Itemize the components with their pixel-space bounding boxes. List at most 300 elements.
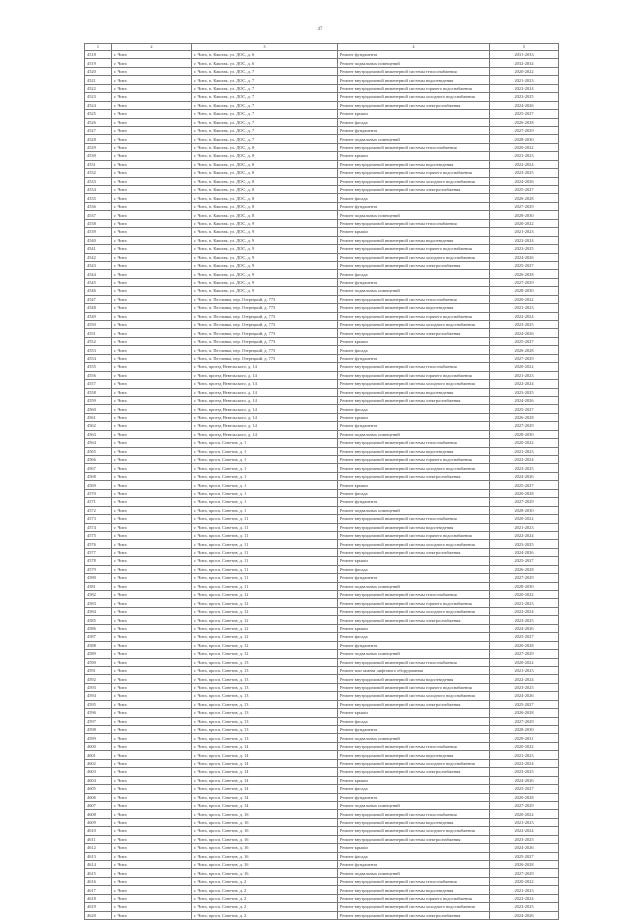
period-cell: 2024-2026 — [490, 472, 559, 480]
row-number-cell: 4607 — [85, 801, 112, 809]
row-number-cell: 4584 — [85, 607, 112, 615]
table-row — [85, 211, 559, 219]
work-type-cell: Ремонт внутридомовой инженерной системы холодного водоснабжения — [338, 692, 490, 700]
address-cell: г. Чита, просп. Советов, д. 14 — [192, 776, 338, 784]
period-cell: 2025-2027 — [490, 557, 559, 565]
row-number-cell: 4579 — [85, 565, 112, 573]
work-type-cell: Ремонт внутридомовой инженерной системы холодного водоснабжения — [338, 759, 490, 767]
row-number-cell: 4542 — [85, 253, 112, 261]
work-type-cell: Ремонт крыши — [338, 337, 490, 345]
municipality-cell: г. Чита — [112, 346, 192, 354]
municipality-cell: г. Чита — [112, 768, 192, 776]
row-number-cell: 4560 — [85, 405, 112, 413]
address-cell: г. Чита, просп. Советов, д. 11 — [192, 574, 338, 582]
row-number-cell: 4618 — [85, 894, 112, 902]
period-cell: 2022-2024 — [490, 160, 559, 168]
period-cell: 2023-2025 — [490, 388, 559, 396]
period-cell: 2028-2030 — [490, 726, 559, 734]
address-cell: г. Чита, просп. Советов, д. 16 — [192, 852, 338, 860]
work-type-cell: Ремонт внутридомовой инженерной системы холодного водоснабжения — [338, 177, 490, 185]
work-type-cell: Ремонт внутридомовой инженерной системы электроснабжения — [338, 911, 490, 919]
table-row — [85, 93, 559, 101]
address-cell: г. Чита, просп. Советов, д. 13 — [192, 717, 338, 725]
table-row — [85, 76, 559, 84]
municipality-cell: г. Чита — [112, 405, 192, 413]
municipality-cell: г. Чита — [112, 717, 192, 725]
row-number-cell: 4558 — [85, 388, 112, 396]
table-row — [85, 852, 559, 860]
municipality-cell: г. Чита — [112, 59, 192, 67]
address-cell: г. Чита, проезд Невельского, д. 14 — [192, 380, 338, 388]
period-cell: 2023-2025 — [490, 245, 559, 253]
work-type-cell: Ремонт внутридомовой инженерной системы горячего водоснабжения — [338, 245, 490, 253]
table-row — [85, 742, 559, 750]
row-number-cell: 4522 — [85, 84, 112, 92]
row-number-cell: 4604 — [85, 776, 112, 784]
period-cell: 2026-2028 — [490, 489, 559, 497]
period-cell: 2022-2024 — [490, 84, 559, 92]
table-row — [85, 683, 559, 691]
row-number-cell: 4608 — [85, 810, 112, 818]
address-cell: г. Чита, п. Каштак, ул. ДОС, д. 7 — [192, 135, 338, 143]
table-row — [85, 726, 559, 734]
address-cell: г. Чита, просп. Советов, д. 16 — [192, 827, 338, 835]
row-number-cell: 4594 — [85, 692, 112, 700]
address-cell: г. Чита, просп. Советов, д. 2 — [192, 886, 338, 894]
table-row — [85, 751, 559, 759]
municipality-cell: г. Чита — [112, 650, 192, 658]
row-number-cell: 4530 — [85, 152, 112, 160]
row-number-cell: 4570 — [85, 489, 112, 497]
table-row — [85, 599, 559, 607]
address-cell: г. Чита, просп. Советов, д. 1 — [192, 489, 338, 497]
municipality-cell: г. Чита — [112, 869, 192, 877]
work-type-cell: Ремонт фасада — [338, 785, 490, 793]
work-type-cell: Ремонт внутридомовой инженерной системы холодного водоснабжения — [338, 827, 490, 835]
address-cell: г. Чита, проезд Невельского, д. 14 — [192, 371, 338, 379]
work-type-cell: Ремонт фундамента — [338, 354, 490, 362]
work-type-cell: Ремонт внутридомовой инженерной системы горячего водоснабжения — [338, 169, 490, 177]
work-type-cell: Ремонт внутридомовой инженерной системы горячего водоснабжения — [338, 456, 490, 464]
period-cell: 2023-2025 — [490, 616, 559, 624]
municipality-cell: г. Чита — [112, 793, 192, 801]
row-number-cell: 4577 — [85, 548, 112, 556]
address-cell: г. Чита, п. Каштак, ул. ДОС, д. 6 — [192, 51, 338, 59]
period-cell: 2022-2024 — [490, 675, 559, 683]
period-cell: 2026-2028 — [490, 641, 559, 649]
row-number-cell: 4541 — [85, 245, 112, 253]
row-number-cell: 4525 — [85, 110, 112, 118]
period-cell: 2026-2028 — [490, 709, 559, 717]
work-type-cell: Ремонт внутридомовой инженерной системы водоотведения — [338, 388, 490, 396]
municipality-cell: г. Чита — [112, 582, 192, 590]
work-type-cell: Ремонт крыши — [338, 481, 490, 489]
municipality-cell: г. Чита — [112, 354, 192, 362]
municipality-cell: г. Чита — [112, 228, 192, 236]
address-cell: г. Чита, просп. Советов, д. 12 — [192, 616, 338, 624]
address-cell: г. Чита, просп. Советов, д. 12 — [192, 591, 338, 599]
period-cell: 2028-2030 — [490, 287, 559, 295]
row-number-cell: 4539 — [85, 228, 112, 236]
address-cell: г. Чита, п. Каштак, ул. ДОС, д. 8 — [192, 152, 338, 160]
address-cell: г. Чита, просп. Советов, д. 13 — [192, 700, 338, 708]
address-cell: г. Чита, п. Каштак, ул. ДОС, д. 9 — [192, 245, 338, 253]
municipality-cell: г. Чита — [112, 852, 192, 860]
address-cell: г. Чита, просп. Советов, д. 16 — [192, 818, 338, 826]
work-type-cell: Ремонт внутридомовой инженерной системы холодного водоснабжения — [338, 607, 490, 615]
work-type-cell: Ремонт фундамента — [338, 641, 490, 649]
address-cell: г. Чита, проезд Невельского, д. 14 — [192, 363, 338, 371]
period-cell: 2024-2026 — [490, 396, 559, 404]
municipality-cell: г. Чита — [112, 211, 192, 219]
municipality-cell: г. Чита — [112, 861, 192, 869]
municipality-cell: г. Чита — [112, 152, 192, 160]
municipality-cell: г. Чита — [112, 751, 192, 759]
address-cell: г. Чита, проезд Невельского, д. 14 — [192, 396, 338, 404]
work-type-cell: Ремонт подвальных помещений — [338, 869, 490, 877]
municipality-cell: г. Чита — [112, 67, 192, 75]
table-row — [85, 641, 559, 649]
address-cell: г. Чита, просп. Советов, д. 14 — [192, 793, 338, 801]
municipality-cell: г. Чита — [112, 245, 192, 253]
row-number-cell: 4619 — [85, 903, 112, 911]
period-cell: 2020-2022 — [490, 810, 559, 818]
address-cell: г. Чита, просп. Советов, д. 14 — [192, 785, 338, 793]
table-row — [85, 481, 559, 489]
row-number-cell: 4613 — [85, 852, 112, 860]
row-number-cell: 4559 — [85, 396, 112, 404]
row-number-cell: 4547 — [85, 295, 112, 303]
period-cell: 2025-2027 — [490, 337, 559, 345]
row-number-cell: 4602 — [85, 759, 112, 767]
table-row — [85, 110, 559, 118]
period-cell: 2021-2023 — [490, 152, 559, 160]
period-cell: 2024-2026 — [490, 776, 559, 784]
column-header-address: 3 — [192, 44, 338, 51]
municipality-cell: г. Чита — [112, 363, 192, 371]
municipality-cell: г. Чита — [112, 177, 192, 185]
address-cell: г. Чита, просп. Советов, д. 2 — [192, 894, 338, 902]
period-cell: 2021-2023 — [490, 523, 559, 531]
period-cell: 2032-2034 — [490, 59, 559, 67]
municipality-cell: г. Чита — [112, 371, 192, 379]
table-row — [85, 405, 559, 413]
period-cell: 2028-2030 — [490, 430, 559, 438]
table-row — [85, 700, 559, 708]
row-number-cell: 4566 — [85, 456, 112, 464]
work-type-cell: Ремонт внутридомовой инженерной системы холодного водоснабжения — [338, 903, 490, 911]
period-cell: 2020-2022 — [490, 143, 559, 151]
row-number-cell: 4546 — [85, 287, 112, 295]
municipality-cell: г. Чита — [112, 531, 192, 539]
table-row — [85, 422, 559, 430]
address-cell: г. Чита, п. Каштак, ул. ДОС, д. 9 — [192, 228, 338, 236]
municipality-cell: г. Чита — [112, 607, 192, 615]
table-row — [85, 464, 559, 472]
municipality-cell: г. Чита — [112, 278, 192, 286]
table-body — [85, 51, 559, 920]
period-cell: 2024-2026 — [490, 911, 559, 919]
work-type-cell: Ремонт фасада — [338, 194, 490, 202]
table-row — [85, 152, 559, 160]
address-cell: г. Чита, просп. Советов, д. 12 — [192, 650, 338, 658]
work-type-cell: Ремонт внутридомовой инженерной системы холодного водоснабжения — [338, 540, 490, 548]
period-cell: 2023-2025 — [490, 683, 559, 691]
work-type-cell: Ремонт внутридомовой инженерной системы холодного водоснабжения — [338, 321, 490, 329]
period-cell: 2022-2024 — [490, 531, 559, 539]
table-row — [85, 177, 559, 185]
row-number-cell: 4603 — [85, 768, 112, 776]
period-cell: 2020-2022 — [490, 515, 559, 523]
period-cell: 2025-2027 — [490, 405, 559, 413]
municipality-cell: г. Чита — [112, 903, 192, 911]
period-cell: 2026-2028 — [490, 118, 559, 126]
municipality-cell: г. Чита — [112, 835, 192, 843]
row-number-cell: 4548 — [85, 304, 112, 312]
municipality-cell: г. Чита — [112, 439, 192, 447]
address-cell: г. Чита, просп. Советов, д. 13 — [192, 675, 338, 683]
work-type-cell: Ремонт крыши — [338, 776, 490, 784]
address-cell: г. Чита, проезд Невельского, д. 14 — [192, 388, 338, 396]
table-row — [85, 666, 559, 674]
row-number-cell: 4524 — [85, 101, 112, 109]
municipality-cell: г. Чита — [112, 456, 192, 464]
municipality-cell: г. Чита — [112, 270, 192, 278]
address-cell: г. Чита, п. Песчанка, пер. Озерецкий, д. 773 — [192, 346, 338, 354]
address-cell: г. Чита, просп. Советов, д. 14 — [192, 742, 338, 750]
period-cell: 2026-2028 — [490, 194, 559, 202]
work-type-cell: Ремонт внутридомовой инженерной системы электроснабжения — [338, 768, 490, 776]
municipality-cell: г. Чита — [112, 498, 192, 506]
address-cell: г. Чита, п. Каштак, ул. ДОС, д. 9 — [192, 253, 338, 261]
address-cell: г. Чита, просп. Советов, д. 1 — [192, 464, 338, 472]
address-cell: г. Чита, просп. Советов, д. 14 — [192, 768, 338, 776]
table-row — [85, 574, 559, 582]
row-number-cell: 4598 — [85, 726, 112, 734]
table-row — [85, 557, 559, 565]
row-number-cell: 4591 — [85, 666, 112, 674]
row-number-cell: 4597 — [85, 717, 112, 725]
table-row — [85, 304, 559, 312]
period-cell: 2026-2028 — [490, 413, 559, 421]
table-row — [85, 776, 559, 784]
municipality-cell: г. Чита — [112, 911, 192, 919]
work-type-cell: Ремонт внутридомовой инженерной системы электроснабжения — [338, 101, 490, 109]
period-cell: 2021-2023 — [490, 447, 559, 455]
table-row — [85, 253, 559, 261]
municipality-cell: г. Чита — [112, 700, 192, 708]
table-row — [85, 126, 559, 134]
row-number-cell: 4529 — [85, 143, 112, 151]
work-type-cell: Ремонт фундамента — [338, 861, 490, 869]
address-cell: г. Чита, проезд Невельского, д. 14 — [192, 405, 338, 413]
table-row — [85, 658, 559, 666]
period-cell: 2031-2033 — [490, 51, 559, 59]
repair-schedule-table — [84, 43, 559, 920]
work-type-cell: Ремонт фундамента — [338, 498, 490, 506]
work-type-cell: Ремонт внутридомовой инженерной системы теплоснабжения — [338, 591, 490, 599]
period-cell: 2027-2029 — [490, 717, 559, 725]
work-type-cell: Ремонт внутридомовой инженерной системы горячего водоснабжения — [338, 312, 490, 320]
row-number-cell: 4572 — [85, 506, 112, 514]
row-number-cell: 4554 — [85, 354, 112, 362]
period-cell: 2021-2023 — [490, 666, 559, 674]
work-type-cell: Ремонт фундамента — [338, 726, 490, 734]
row-number-cell: 4543 — [85, 261, 112, 269]
table-row — [85, 380, 559, 388]
municipality-cell: г. Чита — [112, 548, 192, 556]
work-type-cell: Ремонт фундамента — [338, 793, 490, 801]
municipality-cell: г. Чита — [112, 759, 192, 767]
row-number-cell: 4549 — [85, 312, 112, 320]
work-type-cell: Ремонт внутридомовой инженерной системы холодного водоснабжения — [338, 93, 490, 101]
period-cell: 2020-2022 — [490, 742, 559, 750]
table-row — [85, 261, 559, 269]
municipality-cell: г. Чита — [112, 321, 192, 329]
municipality-cell: г. Чита — [112, 101, 192, 109]
period-cell: 2027-2029 — [490, 126, 559, 134]
municipality-cell: г. Чита — [112, 464, 192, 472]
period-cell: 2020-2022 — [490, 877, 559, 885]
address-cell: г. Чита, просп. Советов, д. 11 — [192, 557, 338, 565]
municipality-cell: г. Чита — [112, 574, 192, 582]
row-number-cell: 4614 — [85, 861, 112, 869]
municipality-cell: г. Чита — [112, 312, 192, 320]
work-type-cell: Ремонт крыши — [338, 844, 490, 852]
municipality-cell: г. Чита — [112, 329, 192, 337]
address-cell: г. Чита, п. Песчанка, пер. Озерецкий, д. 773 — [192, 329, 338, 337]
work-type-cell: Ремонт фасада — [338, 633, 490, 641]
work-type-cell: Ремонт внутридомовой инженерной системы теплоснабжения — [338, 67, 490, 75]
table-row — [85, 354, 559, 362]
period-cell: 2024-2026 — [490, 624, 559, 632]
address-cell: г. Чита, просп. Советов, д. 16 — [192, 861, 338, 869]
address-cell: г. Чита, п. Каштак, ул. ДОС, д. 8 — [192, 160, 338, 168]
work-type-cell: Ремонт фундамента — [338, 51, 490, 59]
column-header-number: 1 — [85, 44, 112, 51]
row-number-cell: 4540 — [85, 236, 112, 244]
work-type-cell: Ремонт подвальных помещений — [338, 506, 490, 514]
row-number-cell: 4535 — [85, 194, 112, 202]
table-row — [85, 388, 559, 396]
work-type-cell: Ремонт внутридомовой инженерной системы электроснабжения — [338, 329, 490, 337]
period-cell: 2020-2022 — [490, 591, 559, 599]
municipality-cell: г. Чита — [112, 143, 192, 151]
period-cell: 2021-2023 — [490, 371, 559, 379]
period-cell: 2027-2029 — [490, 574, 559, 582]
table-row — [85, 582, 559, 590]
work-type-cell: Ремонт внутридомовой инженерной системы электроснабжения — [338, 186, 490, 194]
period-cell: 2024-2026 — [490, 177, 559, 185]
work-type-cell: Ремонт внутридомовой инженерной системы холодного водоснабжения — [338, 464, 490, 472]
municipality-cell: г. Чита — [112, 877, 192, 885]
period-cell: 2023-2025 — [490, 540, 559, 548]
address-cell: г. Чита, п. Каштак, ул. ДОС, д. 7 — [192, 76, 338, 84]
work-type-cell: Ремонт фасада — [338, 852, 490, 860]
row-number-cell: 4582 — [85, 591, 112, 599]
municipality-cell: г. Чита — [112, 118, 192, 126]
table-row — [85, 245, 559, 253]
table-row — [85, 548, 559, 556]
address-cell: г. Чита, просп. Советов, д. 2 — [192, 911, 338, 919]
table-row — [85, 194, 559, 202]
table-row — [85, 202, 559, 210]
period-cell: 2029-2031 — [490, 734, 559, 742]
table-row — [85, 160, 559, 168]
work-type-cell: Ремонт внутридомовой инженерной системы водоотведения — [338, 886, 490, 894]
municipality-cell: г. Чита — [112, 51, 192, 59]
address-cell: г. Чита, п. Песчанка, пер. Озерецкий, д. 773 — [192, 304, 338, 312]
address-cell: г. Чита, просп. Советов, д. 2 — [192, 877, 338, 885]
address-cell: г. Чита, просп. Советов, д. 12 — [192, 633, 338, 641]
table-row — [85, 861, 559, 869]
work-type-cell: Ремонт внутридомовой инженерной системы горячего водоснабжения — [338, 599, 490, 607]
work-type-cell: Ремонт фасада — [338, 405, 490, 413]
address-cell: г. Чита, просп. Советов, д. 11 — [192, 548, 338, 556]
row-number-cell: 4615 — [85, 869, 112, 877]
municipality-cell: г. Чита — [112, 709, 192, 717]
table-row — [85, 236, 559, 244]
period-cell: 2023-2025 — [490, 903, 559, 911]
period-cell: 2024-2026 — [490, 692, 559, 700]
table-row — [85, 633, 559, 641]
address-cell: г. Чита, просп. Советов, д. 16 — [192, 835, 338, 843]
row-number-cell: 4576 — [85, 540, 112, 548]
period-cell: 2023-2025 — [490, 169, 559, 177]
municipality-cell: г. Чита — [112, 633, 192, 641]
municipality-cell: г. Чита — [112, 388, 192, 396]
work-type-cell: Ремонт внутридомовой инженерной системы электроснабжения — [338, 261, 490, 269]
period-cell: 2025-2027 — [490, 700, 559, 708]
address-cell: г. Чита, просп. Советов, д. 11 — [192, 540, 338, 548]
municipality-cell: г. Чита — [112, 304, 192, 312]
period-cell: 2026-2028 — [490, 270, 559, 278]
address-cell: г. Чита, п. Песчанка, пер. Озерецкий, д. 773 — [192, 312, 338, 320]
municipality-cell: г. Чита — [112, 160, 192, 168]
table-row — [85, 810, 559, 818]
row-number-cell: 4556 — [85, 371, 112, 379]
period-cell: 2025-2027 — [490, 186, 559, 194]
row-number-cell: 4575 — [85, 531, 112, 539]
work-type-cell: Ремонт внутридомовой инженерной системы теплоснабжения — [338, 219, 490, 227]
table-row — [85, 540, 559, 548]
row-number-cell: 4599 — [85, 734, 112, 742]
address-cell: г. Чита, просп. Советов, д. 11 — [192, 565, 338, 573]
row-number-cell: 4616 — [85, 877, 112, 885]
address-cell: г. Чита, п. Каштак, ул. ДОС, д. 7 — [192, 110, 338, 118]
row-number-cell: 4617 — [85, 886, 112, 894]
table-row — [85, 456, 559, 464]
period-cell: 2021-2023 — [490, 599, 559, 607]
period-cell: 2027-2029 — [490, 278, 559, 286]
table-row — [85, 413, 559, 421]
row-number-cell: 4519 — [85, 59, 112, 67]
table-row — [85, 675, 559, 683]
period-cell: 2028-2030 — [490, 506, 559, 514]
work-type-cell: Ремонт крыши — [338, 152, 490, 160]
period-cell: 2023-2025 — [490, 321, 559, 329]
work-type-cell: Ремонт внутридомовой инженерной системы теплоснабжения — [338, 742, 490, 750]
table-row — [85, 329, 559, 337]
period-cell: 2026-2028 — [490, 346, 559, 354]
row-number-cell: 4534 — [85, 186, 112, 194]
table-row — [85, 903, 559, 911]
period-cell: 2021-2023 — [490, 76, 559, 84]
work-type-cell: Ремонт внутридомовой инженерной системы электроснабжения — [338, 616, 490, 624]
work-type-cell: Ремонт крыши — [338, 110, 490, 118]
address-cell: г. Чита, просп. Советов, д. 13 — [192, 709, 338, 717]
period-cell: 2022-2024 — [490, 607, 559, 615]
